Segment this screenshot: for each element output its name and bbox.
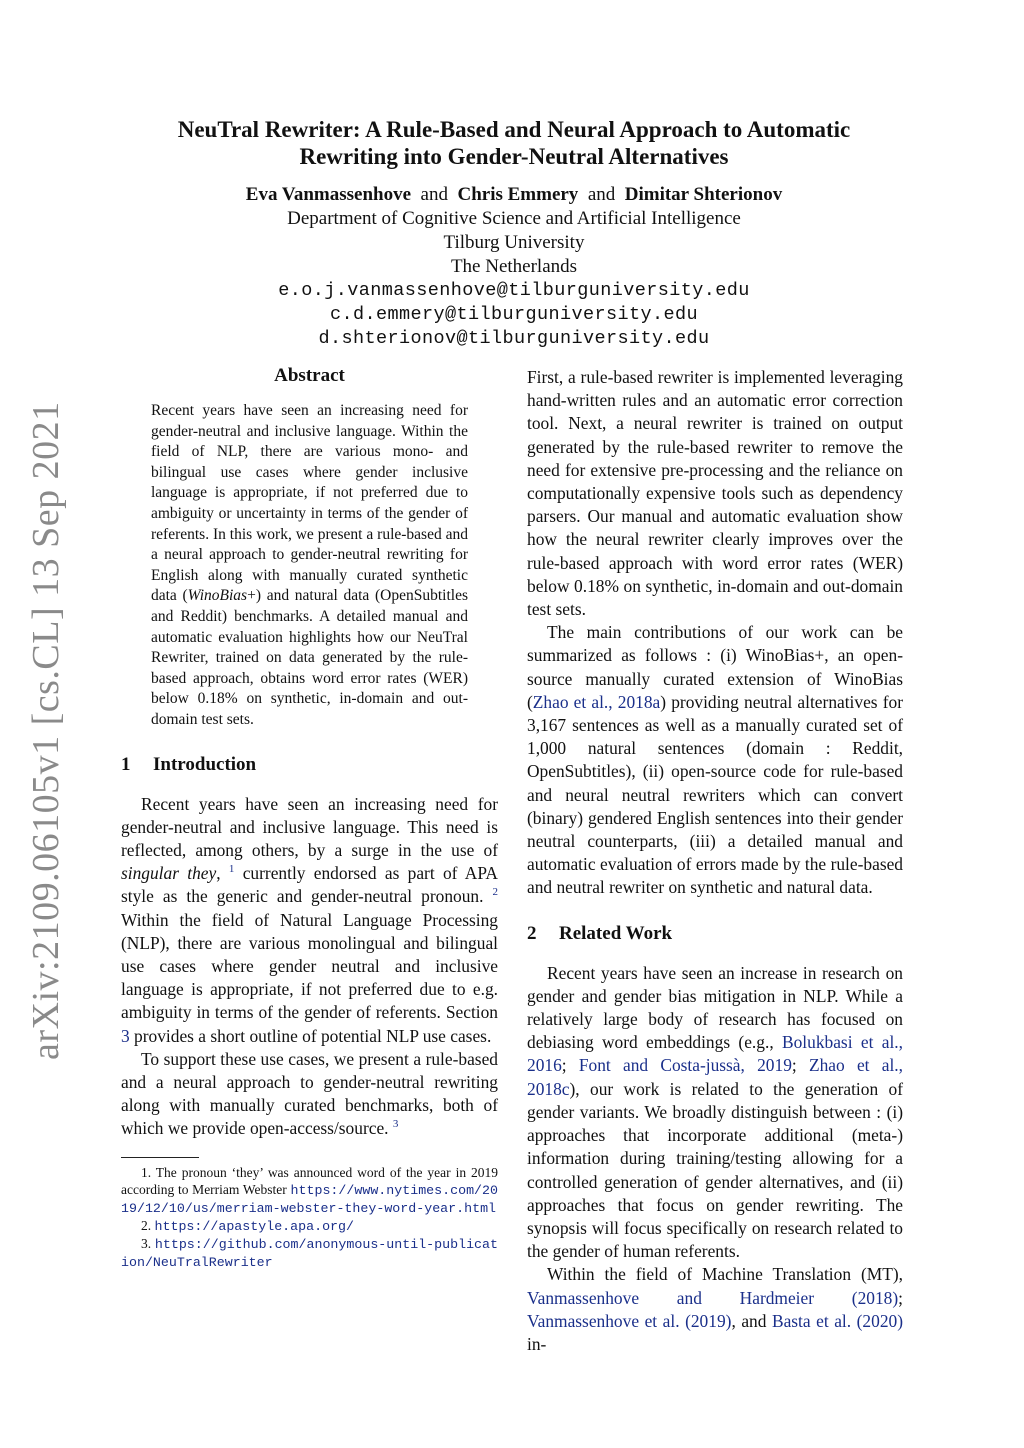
citation-basta-2020[interactable]: Basta et al. (2020) <box>771 1310 903 1331</box>
paper-title <box>110 116 918 170</box>
footnote-3: 3. https://github.com/anonymous-until-publication/NeuTralRewriter <box>121 1235 498 1270</box>
footnotes <box>121 1164 498 1271</box>
citation-zhao-2018c[interactable]: Zhao et al., 2018c <box>527 1055 903 1099</box>
left-column <box>121 364 498 1271</box>
intro-paragraph-2: To support these use cases, we present a rule-based and a neural approach to gender-neutral rewriting along with manually curated benchmarks, both of which we provide open-access/source. $^3$ <box>121 1048 498 1139</box>
abstract-text: Recent years have seen an increasing need for gender-neutral and inclusive language. Within the field of NLP, there are various mono- and bilingual use cases where gender inclusive language is appropriate, if not preferred due to ambiguity or uncertainty in terms of the gender of referents. In this work, we present a rule-based and a neural approach to gender-neutral rewriting for English along with manually curated synthetic data (WinoBias+) and natural data (OpenSubtitles and Reddit) benchmarks. A detailed manual and automatic evaluation highlights how our NeuTral Rewriter, trained on data generated by the rule-based approach, obtains word error rates (WER) below 0.18% on synthetic, in-domain and out-domain test sets. <box>151 402 468 728</box>
contributions-paragraph: The main contributions of our work can be summarized as follows : (i) WinoBias+, an open-source manually curated extension of WinoBias (Zhao et al., 2018a) providing neutral alternatives for 3,167 sentences as well as a manually curated set of 1,000 natural sentences (domain : Reddit, OpenSubtitles), (ii) open-source code for rule-based and neural neutral rewriters which can convert (binary) gendered English sentences into their gender neutral counterparts, (iii) a detailed manual and automatic evaluation of errors made by the rule-based and neutral rewriter on synthetic and natural data. <box>527 622 903 898</box>
footnote-3-url[interactable]: https://github.com/anonymous-until-publication/NeuTralRewriter <box>121 1236 498 1270</box>
affiliation-dept: Department of Cognitive Science and Artificial Intelligence <box>287 208 741 229</box>
section-title: Introduction <box>153 753 257 775</box>
winobias-italic: WinoBias <box>187 587 248 605</box>
footnote-ref-2[interactable]: 2 <box>492 886 498 899</box>
section-number: 1 <box>121 753 131 775</box>
footnote-2: 2. https://apastyle.apa.org/ <box>141 1217 354 1234</box>
author-sep: and <box>420 184 448 205</box>
intro-paragraph-1: Recent years have seen an increasing need for gender-neutral and inclusive language. This need is reflected, among others, by a surge in the use of singular they, $^1$ currently endorsed as part of APA style as the generic and gender-neutral pronoun. $^2$ Within the field of Natural Language Processing (NLP), there are various monolingual and bilingual use cases where gender neutral and inclusive language is appropriate, if not preferred due to e.g. ambiguity in terms of the gender of referents. Section 3 provides a short outline of potential NLP use cases. <box>121 793 498 1046</box>
footnote-ref-3[interactable]: 3 <box>392 1118 399 1131</box>
related-paragraph-1: Recent years have seen an increase in research on gender and gender bias mitigation in NLP. While a relatively large body of research has focused on debiasing word embeddings (e.g., Bolukbasi et al., 2016; Font and Costa-jussà, 2019; Zhao et al., 2018c), our work is related to the generation of gender variants. We broadly distinguish between : (i) approaches that incorporate additional (meta-) information during training/testing allowing for a controlled generation of gender alternatives, and (ii) approaches that focus on gender rewriting. The synopsis will focus specifically on research related to the gender of human referents. <box>527 962 903 1262</box>
citation-bolukbasi-2016[interactable]: Bolukbasi et al., 2016 <box>527 1032 903 1076</box>
affiliation-country: The Netherlands <box>450 256 578 277</box>
abstract-heading: Abstract <box>274 365 345 386</box>
related-paragraph-2: Within the field of Machine Translation (MT), Vanmassenhove and Hardmeier (2018); Vanmassenhove et al. (2019), and Basta et al. (2020) in- <box>527 1264 903 1354</box>
footnote-2-url[interactable]: https://apastyle.apa.org/ <box>154 1218 354 1234</box>
section-ref-link[interactable]: 3 <box>121 1025 130 1046</box>
footnote-divider <box>121 1157 199 1158</box>
section-title: Related Work <box>559 922 673 944</box>
section-related-work <box>527 922 903 946</box>
section-number: 2 <box>527 922 537 944</box>
author-list <box>110 183 918 207</box>
citation-vanmassenhove-2018[interactable]: Vanmassenhove and Hardmeier (2018) <box>527 1287 899 1308</box>
author-3: Dimitar Shterionov <box>624 184 783 205</box>
citation-zhao-2018a[interactable]: Zhao et al., 2018a <box>532 691 661 712</box>
right-column <box>527 366 903 1356</box>
citation-vanmassenhove-2019[interactable]: Vanmassenhove et al. (2019) <box>527 1310 732 1331</box>
affiliation-univ: Tilburg University <box>443 232 585 253</box>
footnote-1-url[interactable]: https://www.nytimes.com/2019/12/10/us/merriam-webster-they-word-year.html <box>121 1182 498 1216</box>
intro-paragraph-3: First, a rule-based rewriter is implemented leveraging hand-written rules and an automatic error correction tool. Next, a neural rewriter is trained on output generated by the rule-based rewriter to remove the need for extensive pre-processing and the reliance on computationally expensive tools such as dependency parsers. Our manual and automatic evaluation show how the neural rewriter clearly improves over the rule-based approach with word error rates (WER) below 0.18% on synthetic, in-domain and out-domain test sets. <box>527 367 903 620</box>
author-1: Eva Vanmassenhove <box>245 184 412 205</box>
citation-font-2019[interactable]: Font and Costa-jussà, 2019 <box>578 1055 792 1076</box>
author-2: Chris Emmery <box>457 184 579 205</box>
email-2[interactable]: c.d.emmery@tilburguniversity.edu <box>329 304 699 325</box>
footnote-1: 1. The pronoun ‘they’ was announced word of the year in 2019 according to Merriam Webster https://www.nytimes.com/2019/12/10/us/merriam-webster-they-word-year.html <box>121 1164 498 1216</box>
section-introduction <box>121 753 498 777</box>
footnote-ref-1[interactable]: 1 <box>228 863 235 876</box>
email-1[interactable]: e.o.j.vanmassenhove@tilburguniversity.edu <box>278 280 750 301</box>
title-line-1: NeuTral Rewriter: A Rule-Based and Neural Approach to Automatic <box>177 117 851 142</box>
title-line-2: Rewriting into Gender-Neutral Alternatives <box>299 144 729 169</box>
email-3[interactable]: d.shterionov@tilburguniversity.edu <box>318 328 710 349</box>
author-sep: and <box>587 184 616 205</box>
arxiv-stamp: arXiv:2109.06105v1 [cs.CL] 13 Sep 2021 <box>25 401 67 1060</box>
paper-header <box>110 116 918 351</box>
